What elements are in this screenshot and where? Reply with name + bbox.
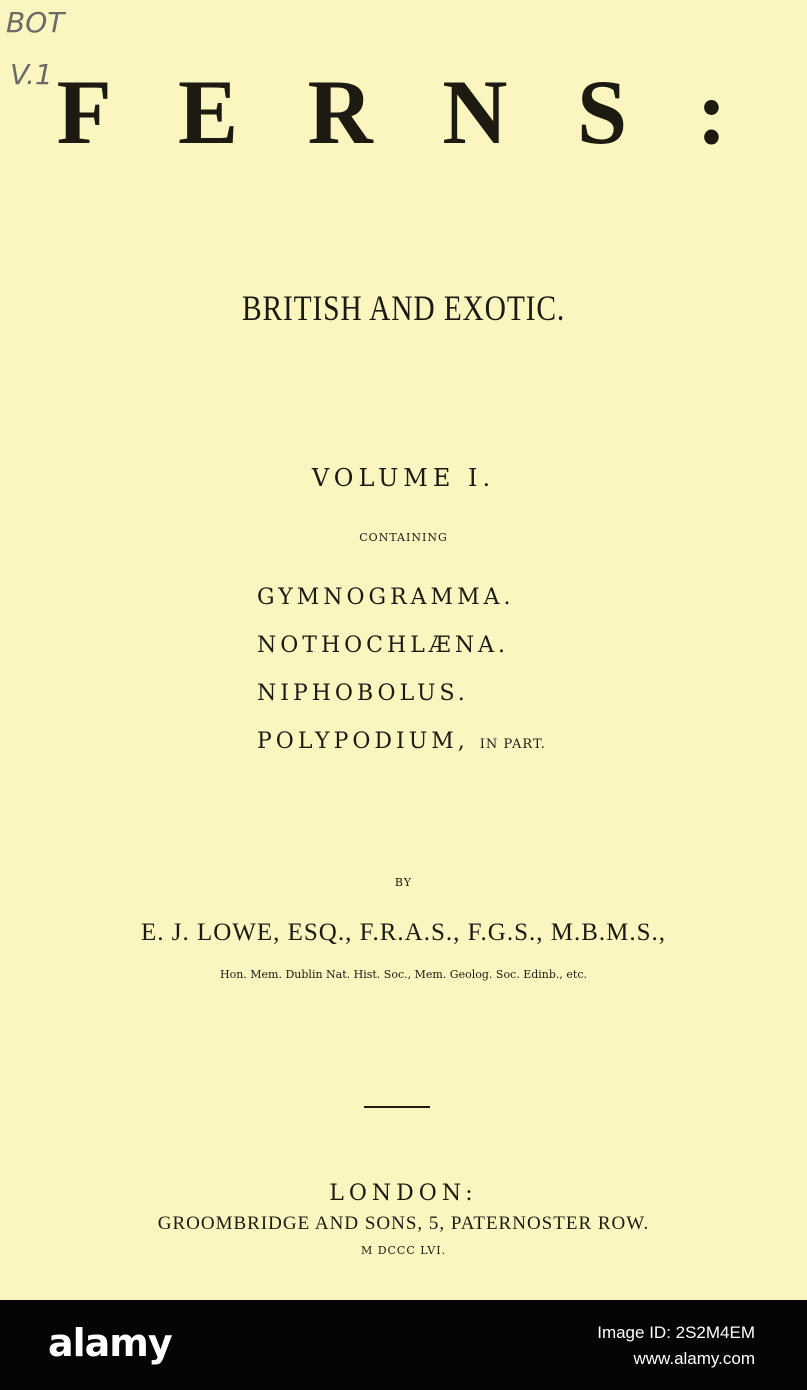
genus-item [257,622,546,670]
genus-item [257,718,546,769]
genus-name: NOTHOCHLÆNA. [257,633,509,658]
handwritten-volume-mark: V.1 [10,58,53,91]
book-subtitle: BRITISH AND EXOTIC. [241,288,566,328]
alamy-logo: alamy [48,1321,172,1365]
genera-list [257,574,546,769]
genus-item [257,574,546,622]
author-credentials: Hon. Mem. Dublin Nat. Hist. Soc., Mem. Geolog. Soc. Edinb., etc. [219,968,588,981]
stock-url: www.alamy.com [633,1349,755,1368]
handwritten-shelfmark: BOT [6,6,65,39]
genus-item [257,670,546,718]
volume-label: VOLUME I. [311,464,496,492]
publication-year: M DCCC LVI. [360,1244,447,1257]
genus-name: NIPHOBOLUS. [257,681,469,706]
stock-footer [0,1300,807,1390]
genus-name: GYMNOGRAMMA. [257,585,515,610]
genus-name: POLYPODIUM, [257,729,469,754]
image-id: Image ID: 2S2M4EM [597,1323,755,1342]
publication-city: LONDON: [329,1181,478,1206]
book-title: F E R N S : [56,61,751,163]
by-label: BY [394,876,413,889]
separator-rule [364,1106,430,1108]
author-name: E. J. LOWE, ESQ., F.R.A.S., F.G.S., M.B.M.S., [140,919,667,946]
genus-note: IN PART. [479,737,546,752]
containing-label: CONTAINING [359,531,448,544]
publisher-line: GROOMBRIDGE AND SONS, 5, PATERNOSTER ROW. [157,1213,650,1234]
